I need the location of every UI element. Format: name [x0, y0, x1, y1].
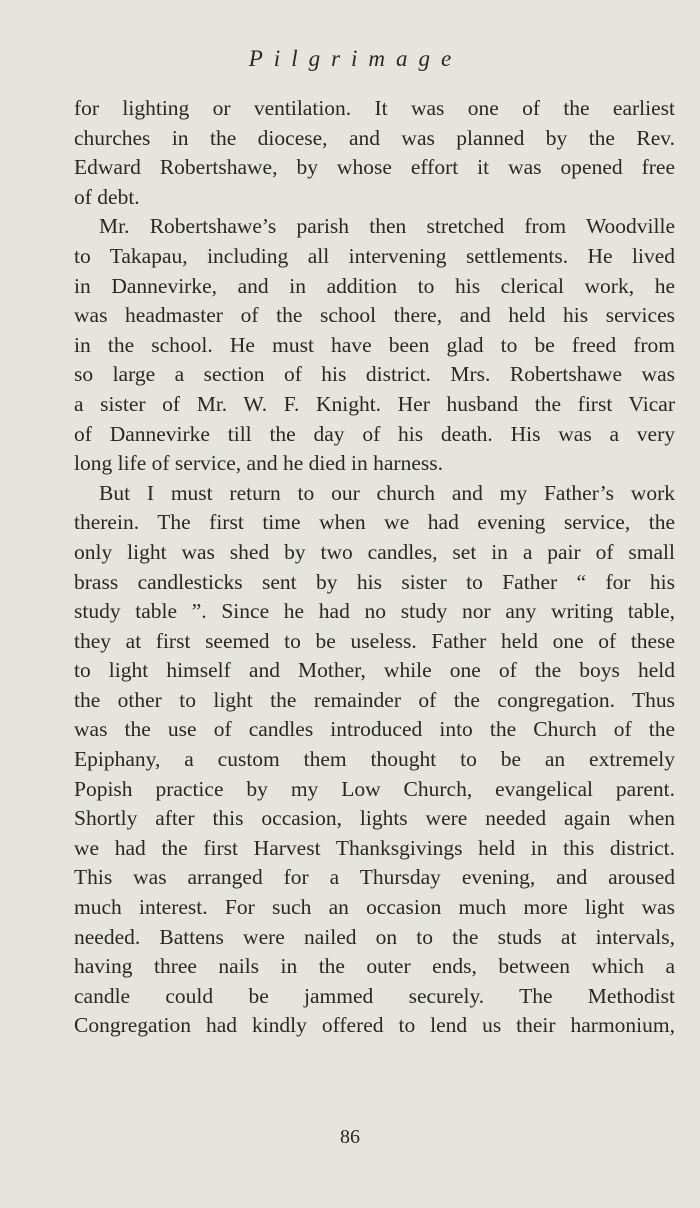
- text-line: Edward Robertshawe, by whose effort it was opened free: [74, 155, 675, 180]
- text-line: of Dannevirke till the day of his death. His was a very: [74, 421, 675, 446]
- text-line: Mr. Robertshawe’s parish then stretched from Woodville: [99, 214, 675, 239]
- text-line: for lighting or ventilation. It was one of the earliest: [74, 96, 675, 120]
- text-line: Popish practice by my Low Church, evangelical parent.: [74, 776, 675, 801]
- text-line: churches in the diocese, and was planned by the Rev.: [74, 125, 675, 150]
- text-line: we had the first Harvest Thanksgivings held in this district.: [74, 835, 675, 860]
- text-line: study table ”. Since he had no study nor any writing table,: [74, 599, 675, 624]
- text-line: brass candlesticks sent by his sister to Father “ for his: [74, 569, 675, 594]
- text-line: the other to light the remainder of the congregation. Thus: [74, 687, 675, 712]
- text-line: much interest. For such an occasion much more light was: [74, 895, 675, 920]
- text-line: was the use of candles introduced into the Church of the: [74, 717, 675, 742]
- text-line: only light was shed by two candles, set in a pair of small: [74, 539, 675, 564]
- text-line: of debt.: [74, 184, 140, 209]
- text-line: to Takapau, including all intervening settlements. He lived: [74, 243, 675, 268]
- text-line: But I must return to our church and my Father’s work: [99, 480, 675, 505]
- text-line: in the school. He must have been glad to be freed from: [74, 332, 675, 357]
- text-line: This was arranged for a Thursday evening, and aroused: [74, 865, 675, 890]
- text-line: having three nails in the outer ends, between which a: [74, 954, 675, 979]
- text-line: in Dannevirke, and in addition to his clerical work, he: [74, 273, 675, 298]
- page-number: 86: [340, 1126, 360, 1148]
- text-line: so large a section of his district. Mrs. Robertshawe was: [74, 362, 675, 387]
- body-text: [74, 94, 675, 1041]
- text-line: to light himself and Mother, while one of the boys held: [74, 658, 675, 683]
- text-line: Epiphany, a custom them thought to be an extremely: [74, 747, 675, 772]
- text-line: therein. The first time when we had evening service, the: [74, 510, 675, 535]
- text-line: needed. Battens were nailed on to the studs at intervals,: [74, 924, 675, 949]
- text-line: was headmaster of the school there, and held his services: [74, 303, 675, 328]
- text-line: candle could be jammed securely. The Methodist: [74, 983, 675, 1008]
- text-line: Shortly after this occasion, lights were needed again when: [74, 806, 675, 831]
- text-line: long life of service, and he died in harness.: [74, 451, 443, 476]
- text-line: Congregation had kindly offered to lend us their harmonium,: [74, 1013, 675, 1038]
- running-head: Pilgrimage: [248, 46, 463, 71]
- text-line: a sister of Mr. W. F. Knight. Her husband the first Vicar: [74, 391, 675, 416]
- text-line: they at first seemed to be useless. Father held one of these: [74, 628, 675, 653]
